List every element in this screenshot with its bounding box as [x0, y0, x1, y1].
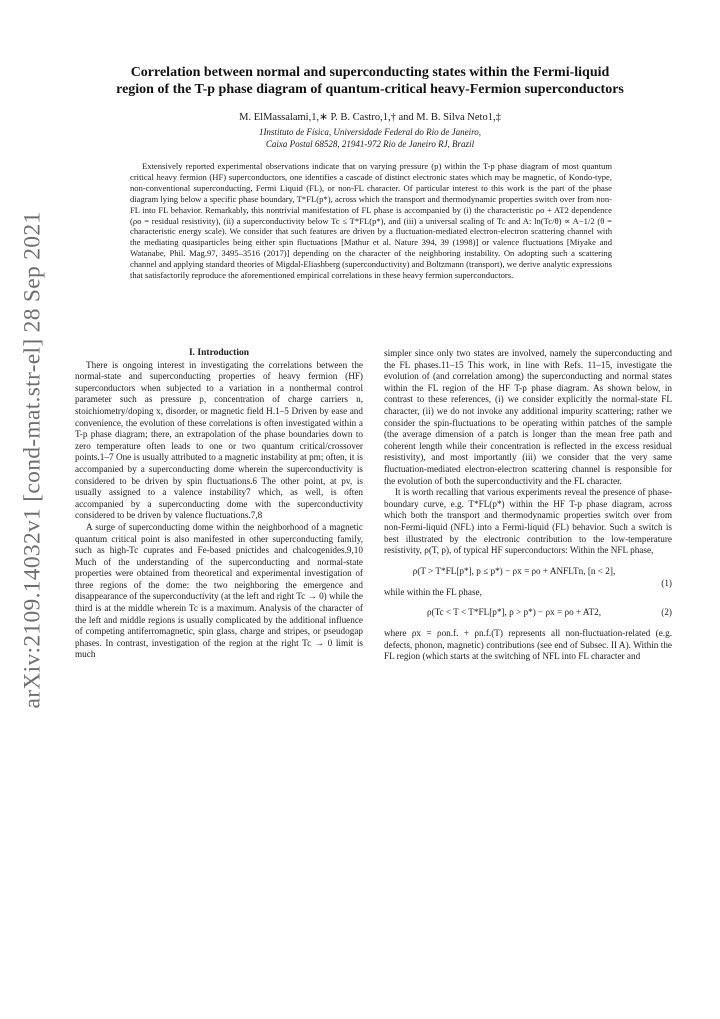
paragraph: A surge of superconducting dome within the neighborhood of a magnetic quantum critical point is also manifested in other superconducting family, such as high-Tc cuprates and Fe-based pnictides and chalcogenides.9,10 Much of the understanding of the superconducting and normal-state properties were obtained from theoretical and experimental investigation of three regions of the dome: the two neighboring the emergence and disappearance of the superconductivity (at the left and right Tc → 0) while the third is at the middle wherein Tc is a maximum. Analysis of the character of the left and middle regions is usually complicated by the additional influence of competing antiferromagnetic, spin glass, charge and stripes, or pseudogap phases. In contrast, investigation of the region at the right Tc → 0 limit is much	[75, 521, 363, 660]
abstract-text: Extensively reported experimental observations indicate that on varying pressure (p) within the T-p phase diagram of most quantum critical heavy fermion (HF) superconductors, one identifies a cascade of distinct electronic states which may be magnetic, of Kondo-type, non-conventional superconducting, Fermi Liquid (FL), or non-FL character. Of particular interest to this work is the part of the phase diagram lying below a specific phase boundary, T*FL(p*), across which the transport and thermodynamic properties switch over from non-FL into FL behavior. Remarkably, this nontrivial manifestation of FL phase is accompanied by (i) the characteristic ρo + AT2 dependence (ρo = residual resistivity), (ii) a superconductivity below Tc ≤ T*FL(p*), and (iii) a universal scaling of Tc and A: ln(Tc/θ) ∝ A−1/2 (θ = characteristic energy scale). We consider that such features are driven by a fluctuation-mediated electron-electron scattering channel with the mediating quasiparticles being either spin fluctuations [Mathur et al. Nature 394, 39 (1998)] or valence fluctuations [Miyake and Watanabe, Phil. Mag.97, 3495–3516 (2017)] depending on the character of the neighboring instability. On adopting such a scattering channel and applying standard theories of Migdal-Eliashberg (superconductivity) and Boltzmann (transport), we derive analytic expressions that satisfactorily reproduce the aforementioned empirical correlations in these heavy fermion superconductors.	[130, 161, 612, 281]
equation-1	[384, 557, 672, 587]
equation-1-number: (1)	[661, 577, 672, 588]
paragraph: while within the FL phase,	[384, 586, 482, 597]
paragraph: simpler since only two states are involved, namely the superconducting and the FL phases.11–15 This work, in line with Refs. 11–15, investigate the evolution of (and correlation among) the superconducting and normal states within the FL region of the HF T-p phase diagram. As shown below, in contrast to these references, (i) we consider explicitly the normal-state FL character, (ii) we do not invoke any additional impurity scattering; rather we consider the spin-fluctuations to be operating within patches of the sample (the average dimension of a patch is longer than the mean free path and coherent length while their concentration is reflected in the excess residual resistivity), and most importantly (iii) we consider that the very same fluctuation-mediated electron-electron scattering channel is responsible for the evolution of both the superconductivity and the FL character.	[384, 348, 672, 486]
left-column	[75, 348, 363, 661]
abstract	[130, 161, 612, 281]
paragraph: where ρx = ρon.f. + ρn.f.(T) represents all non-fluctuation-related (e.g. defects, phonon, magnetic) contributions (see end of Subsec. II A). Within the FL region (which starts at the switching of NFL into FL character and	[384, 628, 672, 662]
paragraph: It is worth recalling that various experiments reveal the presence of phase-boundary curve, e.g. T*FL(p*) within the HF T-p phase diagram, across which both the transport and thermodynamic properties switch over from non-Fermi-liquid (NFL) into a Fermi-liquid (FL) behavior. Such a switch is best illustrated by the electronic contribution to the low-temperature resistivity, ρ(T, p), of typical HF superconductors: Within the NFL phase,	[384, 487, 672, 556]
right-column	[384, 348, 672, 663]
paper-title	[70, 64, 670, 98]
paragraph: There is ongoing interest in investigating the correlations between the normal-state and superconducting properties of heavy fermion (HF) superconductors when subjected to a variation in a nonthermal control parameter such as pressure p, concentration of charge carriers n, stoichiometry/doping x, disorder, or magnetic field H.1–5 Driven by ease and convenience, the evolution of these correlations is often investigated within a T-p phase diagram; there, an extrapolation of the phase boundaries down to zero temperature often leads to one or two quantum critical/crossover points.1–7 One is usually attributed to a magnetic instability at pm; often, it is accompanied by a superconducting dome wherein the superconductivity is considered to be driven by spin fluctuations.6 The other point, at pv, is usually assigned to a valence instability7 which, as well, is often accompanied by a superconducting dome with the superconductivity considered to be driven by valence fluctuations.7,8	[75, 359, 363, 521]
section-heading: I. Introduction	[188, 348, 249, 358]
affiliation	[70, 126, 670, 150]
arxiv-identifier: arXiv:2109.14032v1 [cond-mat.str-el] 28 Sep 2021	[19, 211, 46, 709]
equation-2-body: ρ(Tc < T < T*FL[p*], p > p*) − ρx = ρo + AT2,	[426, 607, 602, 618]
affiliation-line-1: 1Instituto de Física, Universidade Federal do Rio de Janeiro,	[258, 127, 482, 137]
author-list: M. ElMassalami,1,∗ P. B. Castro,1,† and M. B. Silva Neto1,‡	[239, 112, 501, 123]
equation-2-number: (2)	[661, 607, 672, 618]
title-line-2: region of the T-p phase diagram of quantum-critical heavy-Fermion superconductors	[116, 82, 624, 97]
title-line-1: Correlation between normal and superconducting states within the Fermi-liquid	[130, 65, 610, 80]
equation-2	[384, 598, 672, 628]
equation-1-body: ρ(T > T*FL[p*], p ≤ p*) − ρx = ρo + ANFLTn, [n < 2],	[412, 565, 616, 576]
affiliation-line-2: Caixa Postal 68528, 21941-972 Rio de Janeiro RJ, Brazil	[265, 139, 475, 149]
arxiv-sidebar-stamp	[2, 180, 64, 740]
